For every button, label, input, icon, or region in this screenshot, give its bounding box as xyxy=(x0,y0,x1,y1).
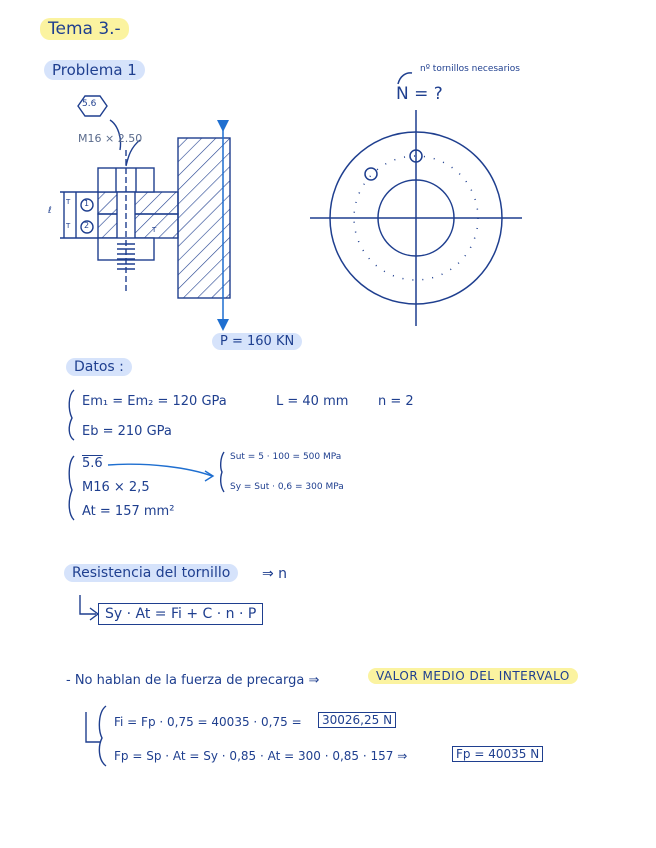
wall-block xyxy=(178,138,230,298)
resistencia-arrow: ⇒ n xyxy=(262,566,288,582)
force-label: P = 160 KN xyxy=(212,333,302,350)
sy-line: Sy = Sut · 0,6 = 300 MPa xyxy=(230,482,344,492)
fi-text: Fi = Fp · 0,75 = 40035 · 0,75 = xyxy=(114,715,302,729)
small-label-2: T xyxy=(66,222,71,230)
datos-arrow xyxy=(108,464,212,476)
resistencia-label: Resistencia del tornillo xyxy=(64,564,238,582)
small-label-3: T xyxy=(152,226,157,234)
n-note: nº tornillos necesarios xyxy=(420,64,520,74)
em-line: Em₁ = Em₂ = 120 GPa xyxy=(82,394,227,409)
n-line: n = 2 xyxy=(378,394,414,409)
small-label-1: T xyxy=(66,198,71,206)
page-title: Tema 3.- xyxy=(40,18,129,40)
plate-upper xyxy=(98,192,178,214)
fp-text: Fp = Sp · At = Sy · 0,85 · At = 300 · 0,85 · 157 ⇒ xyxy=(114,749,408,763)
resistencia-equation: Sy · At = Fi + C · n · P xyxy=(98,603,263,625)
bolt-hole-1 xyxy=(365,168,377,180)
n-label: N = ? xyxy=(396,84,443,104)
datos-header: Datos : xyxy=(66,358,132,376)
at-value: At = 157 mm² xyxy=(82,504,175,519)
plate-lower xyxy=(98,214,178,238)
precarga-text: - No hablan de la fuerza de precarga ⇒ xyxy=(66,673,320,688)
eb-line: Eb = 210 GPa xyxy=(82,424,172,439)
bolt-value: M16 × 2,5 xyxy=(82,480,150,495)
sut-line: Sut = 5 · 100 = 500 MPa xyxy=(230,452,342,462)
grade-value: 5.6 xyxy=(82,456,103,471)
fp-result: Fp = 40035 N xyxy=(452,746,543,762)
flange-drawing xyxy=(310,73,522,326)
grade-badge: 5.6 xyxy=(82,99,97,109)
problem-label: Problema 1 xyxy=(44,60,145,80)
precarga-highlight: VALOR MEDIO DEL INTERVALO xyxy=(368,668,578,684)
fi-result: 30026,25 N xyxy=(318,712,396,728)
l-line: L = 40 mm xyxy=(276,394,349,409)
dim-label: ℓ xyxy=(48,206,52,216)
bolt-joint-drawing xyxy=(60,96,230,298)
bolt-label: M16 × 2.50 xyxy=(78,132,143,145)
joint-item-1: 1 xyxy=(84,199,90,208)
joint-item-2: 2 xyxy=(84,221,90,230)
